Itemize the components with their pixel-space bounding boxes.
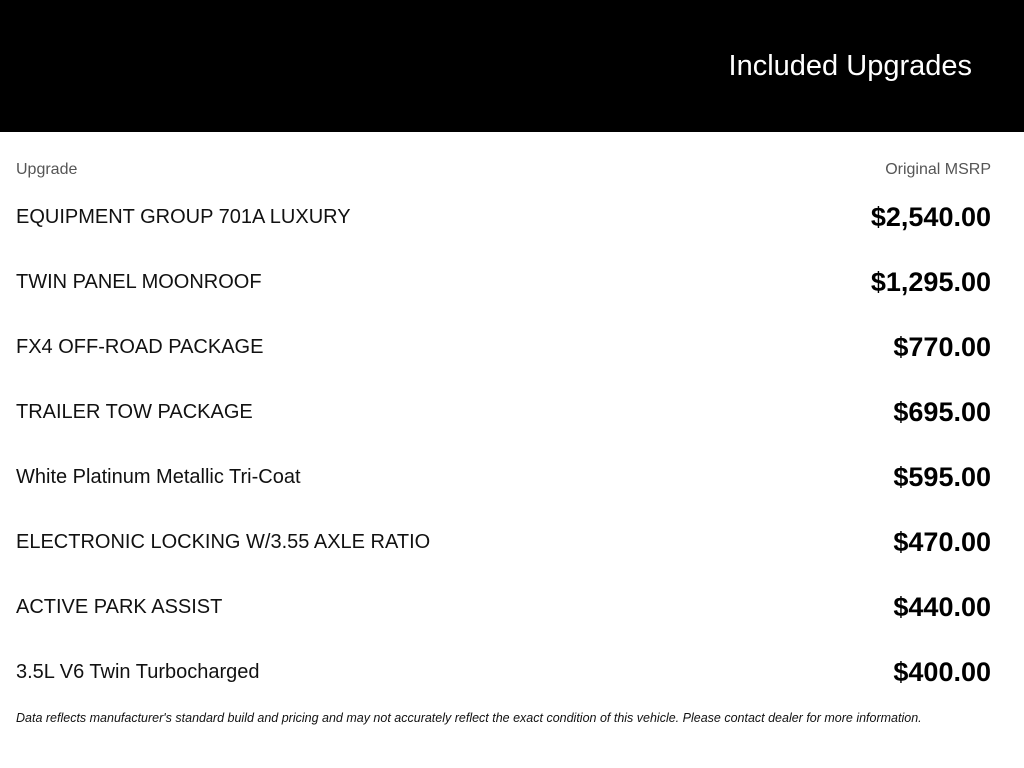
table-row [16, 445, 991, 510]
upgrade-price: $770.00 [893, 332, 991, 362]
upgrade-name: TRAILER TOW PACKAGE [16, 401, 253, 423]
table-row [16, 250, 991, 315]
column-header-upgrade: Upgrade [16, 161, 78, 178]
column-header-msrp: Original MSRP [885, 161, 991, 178]
table-row [16, 640, 991, 705]
upgrade-price: $440.00 [893, 592, 991, 622]
upgrade-name: FX4 OFF-ROAD PACKAGE [16, 336, 264, 358]
upgrade-price: $595.00 [893, 462, 991, 492]
header-banner [0, 0, 1024, 132]
upgrade-price: $400.00 [893, 657, 991, 687]
upgrade-price: $695.00 [893, 397, 991, 427]
upgrade-name: EQUIPMENT GROUP 701A LUXURY [16, 206, 351, 228]
table-row [16, 185, 991, 250]
table-column-headers [16, 160, 991, 180]
upgrade-name: ELECTRONIC LOCKING W/3.55 AXLE RATIO [16, 531, 431, 553]
table-row [16, 380, 991, 445]
upgrade-name: TWIN PANEL MOONROOF [16, 271, 262, 293]
upgrade-name: 3.5L V6 Twin Turbocharged [16, 661, 260, 683]
page-title: Included Upgrades [728, 50, 972, 82]
upgrades-list [16, 185, 991, 705]
table-row [16, 510, 991, 575]
upgrade-name: White Platinum Metallic Tri-Coat [16, 466, 301, 488]
upgrade-price: $1,295.00 [870, 267, 991, 297]
table-row [16, 575, 991, 640]
table-row [16, 315, 991, 380]
upgrade-price: $470.00 [893, 527, 991, 557]
upgrade-price: $2,540.00 [870, 202, 991, 232]
upgrade-name: ACTIVE PARK ASSIST [16, 596, 223, 618]
disclaimer-text: Data reflects manufacturer's standard build and pricing and may not accurately reflect the exact condition of this vehicle. Please contact dealer for more information. [16, 711, 922, 725]
